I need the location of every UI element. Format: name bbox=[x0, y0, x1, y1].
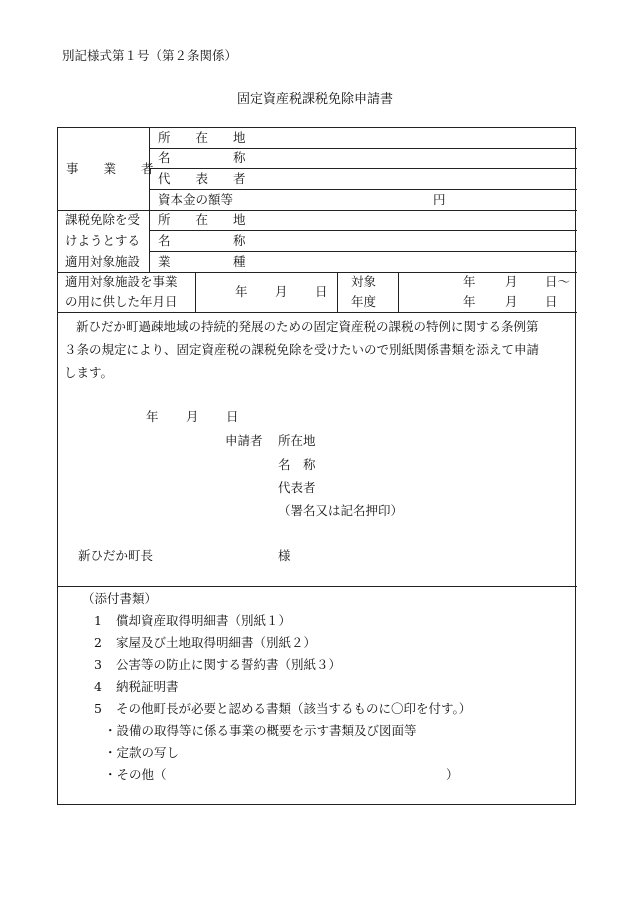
use-date-label-line-2: の用に供した年月日 bbox=[65, 294, 178, 309]
attachment-item-4: 納税証明書 bbox=[116, 679, 179, 694]
business-representative-label: 代 表 者 bbox=[158, 171, 246, 186]
attachment-item-5-number: 5 bbox=[94, 701, 102, 716]
attachment-item-4-number: 4 bbox=[94, 679, 102, 694]
capital-unit: 円 bbox=[433, 192, 446, 207]
attachments-heading: （添付書類） bbox=[82, 591, 158, 606]
capital-label: 資本金の額等 bbox=[158, 192, 234, 207]
use-date-label-line-1: 適用対象施設を事業 bbox=[65, 274, 178, 289]
addressee: 新ひだか町長 bbox=[78, 548, 154, 563]
application-date-month: 月 bbox=[186, 409, 199, 424]
facility-location-label: 所 在 地 bbox=[158, 212, 246, 227]
use-date-day: 日 bbox=[315, 284, 328, 299]
attachment-close-paren: ） bbox=[446, 767, 459, 782]
target-to-year: 年 bbox=[463, 294, 476, 309]
attachment-sub-item-1: ・設備の取得等に係る事業の概要を示す書類及び図面等 bbox=[104, 723, 417, 738]
attachment-item-1-number: 1 bbox=[94, 613, 102, 628]
business-operator-label: 事 業 者 bbox=[66, 161, 154, 176]
target-year-label-line-2: 年度 bbox=[351, 294, 377, 309]
target-year-label-line-1: 対象 bbox=[351, 274, 377, 289]
facility-label-line-1: 課税免除を受 bbox=[65, 212, 141, 227]
attachment-item-1: 償却資産取得明細書（別紙１） bbox=[116, 613, 292, 628]
document-title: 固定資産税課税免除申請書 bbox=[236, 92, 393, 107]
attachment-sub-item-3: ・その他（ bbox=[104, 767, 167, 782]
target-from-day: 日～ bbox=[545, 274, 571, 289]
applicant-name-label: 名 称 bbox=[278, 457, 316, 472]
applicant-label: 申請者 bbox=[225, 433, 263, 448]
statement-line-1: 新ひだか町過疎地域の持続的発展のための固定資産税の課税の特例に関する条例第 bbox=[76, 319, 539, 334]
attachment-sub-item-2: ・定款の写し bbox=[104, 745, 180, 760]
application-date-year: 年 bbox=[146, 409, 159, 424]
applicant-location-label: 所在地 bbox=[278, 433, 316, 448]
business-name-label: 名 称 bbox=[158, 150, 246, 165]
facility-label-line-2: けようとする bbox=[65, 233, 141, 248]
application-date-day: 日 bbox=[226, 409, 239, 424]
facility-name-label: 名 称 bbox=[158, 233, 246, 248]
facility-label-line-3: 適用対象施設 bbox=[65, 254, 141, 269]
honorific: 様 bbox=[278, 548, 291, 563]
seal-note: （署名又は記名押印） bbox=[278, 503, 404, 518]
application-form-table bbox=[57, 127, 576, 805]
target-to-day: 日 bbox=[545, 294, 558, 309]
applicant-representative-label: 代表者 bbox=[278, 480, 316, 495]
attachment-item-2: 家屋及び土地取得明細書（別紙２） bbox=[116, 635, 317, 650]
business-location-label: 所 在 地 bbox=[158, 130, 246, 145]
facility-business-type-label: 業 種 bbox=[158, 254, 246, 269]
use-date-year: 年 bbox=[235, 284, 248, 299]
attachment-item-5: その他町長が必要と認める書類（該当するものに〇印を付す。） bbox=[116, 701, 472, 716]
form-number: 別記様式第１号（第２条関係） bbox=[62, 48, 238, 63]
attachment-item-3: 公害等の防止に関する誓約書（別紙３） bbox=[116, 657, 342, 672]
attachment-item-2-number: 2 bbox=[94, 635, 102, 650]
target-from-year: 年 bbox=[463, 274, 476, 289]
use-date-month: 月 bbox=[275, 284, 288, 299]
statement-line-3: します。 bbox=[64, 365, 114, 380]
target-to-month: 月 bbox=[505, 294, 518, 309]
statement-line-2: ３条の規定により、固定資産税の課税免除を受けたいので別紙関係書類を添えて申請 bbox=[64, 342, 540, 357]
target-from-month: 月 bbox=[505, 274, 518, 289]
attachment-item-3-number: 3 bbox=[94, 657, 102, 672]
